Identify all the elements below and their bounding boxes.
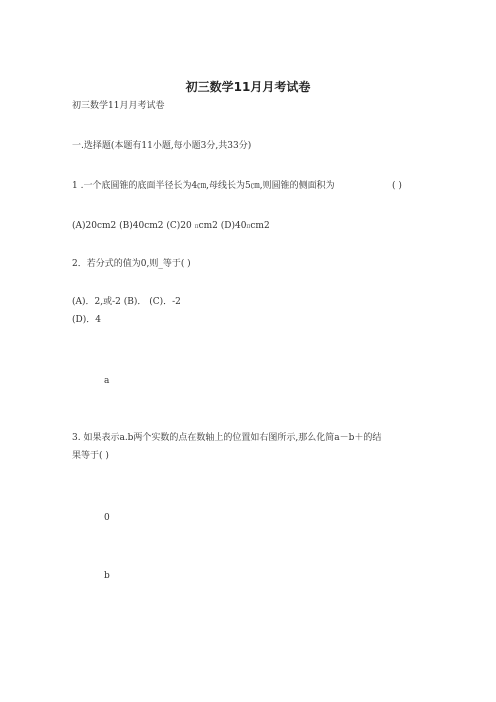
section-heading: 一.选择题(本题有11小题,每小题3分,共33分) <box>72 141 252 151</box>
question-1-options-part-c: cm2 <box>250 221 270 231</box>
question-1-options-part-a: (A)20cm2 (B)40cm2 (C)20 <box>72 221 195 231</box>
figure-label-b: b <box>104 571 110 581</box>
question-2-stem: 2．若分式的值为0,则_等于( ) <box>72 259 191 269</box>
question-2-options-row-2: (D)．4 <box>72 315 101 325</box>
pi-symbol: π <box>246 223 251 230</box>
question-1-stem <box>72 180 335 192</box>
question-1-text: 1 .一个底圆锥的底面半径长为4㎝,母线长为5㎝,则圆锥的侧面积为 <box>72 181 335 191</box>
pi-symbol: π <box>194 223 199 230</box>
document-subtitle: 初三数学11月月考试卷 <box>72 101 165 111</box>
question-3-stem-line-1: 3. 如果表示a.b两个实数的点在数轴上的位置如右图所示,那么化简a－b＋的结 <box>72 433 382 443</box>
page-title: 初三数学11月月考试卷 <box>185 80 311 94</box>
question-1-answer-bracket: ( ) <box>392 181 402 191</box>
question-2-options-row-1: (A)．2,或-2 (B)． (C)．-2 <box>72 297 181 307</box>
question-3-stem-line-2: 果等于( ) <box>72 451 109 461</box>
question-1-options-part-b: cm2 (D)40 <box>198 221 247 231</box>
question-1-options <box>72 220 270 233</box>
figure-label-a: a <box>104 376 110 386</box>
figure-label-zero: 0 <box>104 513 110 523</box>
